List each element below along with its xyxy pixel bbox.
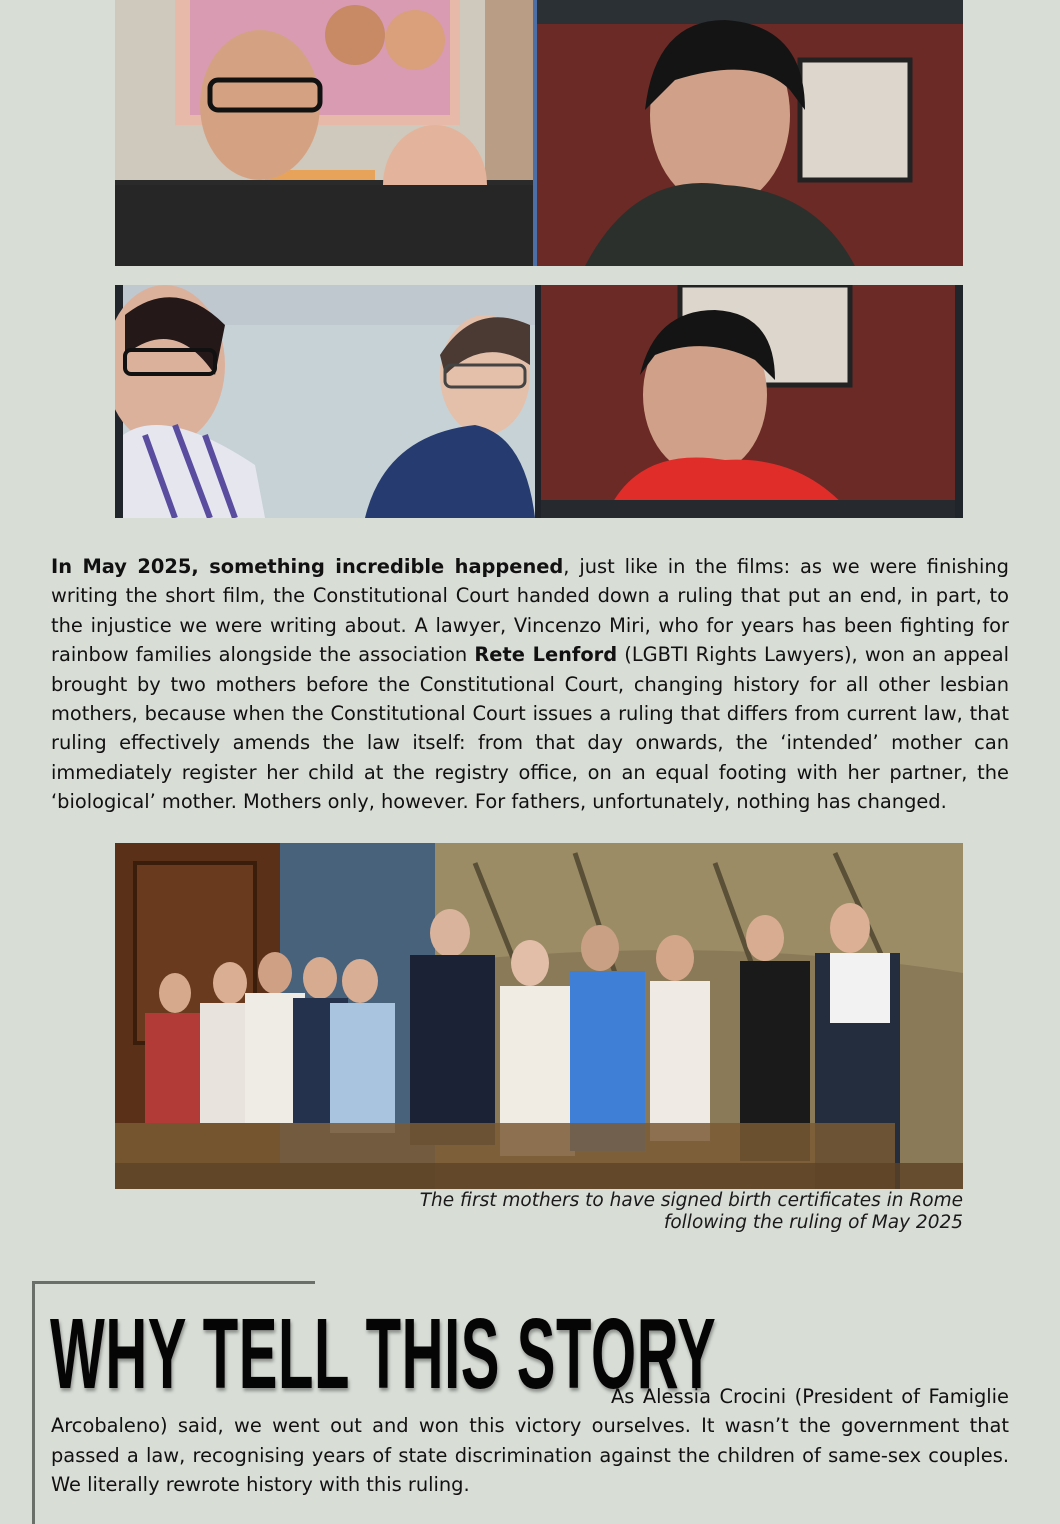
paragraph-text-part: , just like in the films: as we were finishing writing the short film, the Constitutional Court handed down a ruling that put an end, in part, to the injustice we were writing about. A lawyer, Vincenzo Miri, who for years has been fighting for rainbow families alongside the association (51, 555, 1009, 667)
paragraph-text-part: (LGBTI Rights Lawyers), won an appeal brought by two mothers before the Constitutional Court, changing history for all other lesbian mothers, because when the Constitutional Court issues a ruling that differs from current law, that ruling effectively amends the law itself: from that day onwards, the ‘intended’ mother can immediately register her child at the registry office, on an equal footing with her partner, the ‘biological’ mother. Mothers only, however. For fathers, unfortunately, nothing has changed. (51, 643, 1010, 814)
section-paragraph: As Alessia Crocini (President of Famiglie Arcobaleno) said, we went out and won this victory ourselves. It wasn’t the government that passed a law, recognising years of state discrimination against the children of same-sex couples. We literally rewrote history with this ruling. (51, 1385, 1009, 1497)
video-call-screenshot-bottom (115, 285, 963, 518)
lead-bold-text: In May 2025, something incredible happened (51, 555, 564, 578)
caption-line: The first mothers to have signed birth certificates in Rome (419, 1190, 963, 1211)
video-call-screenshot-top (115, 0, 963, 266)
photo-caption (363, 1190, 963, 1234)
group-photo (115, 843, 963, 1189)
article-paragraph (51, 552, 1009, 817)
organization-name: Rete Lenford (474, 643, 618, 667)
caption-line: following the ruling of May 2025 (663, 1212, 963, 1233)
section-heading: WHY TELL THIS STORY (50, 1298, 717, 1410)
